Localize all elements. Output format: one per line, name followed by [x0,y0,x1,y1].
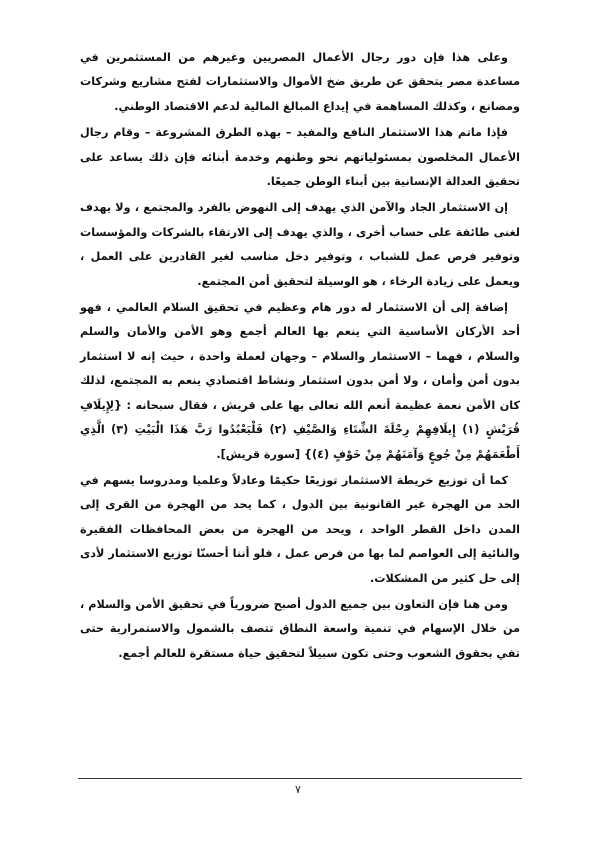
document-body [80,46,520,668]
paragraph-useful-investment: فإذا ماتم هذا الاستثمار النافع والمفيد – بهذه الطرق المشروعة – وقام رجال الأعمال المخلصون بمسئولياتهم نحو وطنهم وخدمة أبنائه فإن ذلك يساعد على تحقيق العدالة الإنسانية بين أبناء الوطن جميعًا. [80,126,520,189]
footer-divider [78,778,522,779]
paragraph-serious-investment: إن الاستثمار الجاد والآمن الذي يهدف إلى النهوض بالفرد والمجتمع ، ولا يهدف لغنى طائفة على حساب أخرى ، والذي يهدف إلى الارتقاء بالشركات والمؤسسات وتوفير فرص عمل للشباب ، وتوفير دخل مناسب لغير القادرين على العمل ، ويعمل على زيادة الرخاء ، هو الوسيلة لتحقيق أمن المجتمع. [80,201,520,288]
paragraph-investment-map: كما أن توزيع خريطة الاستثمار توزيعًا حكيمًا وعادلاً وعلميا ومدروسا يسهم في الحد من الهجرة غير القانونية بين الدول ، كما يحد من الهجرة من القرى إلى المدن داخل القطر الواحد ، ويحد من الهجرة من بعض المحافظات الفقيرة والنائية إلى العواصم لما بها من فرص عمل ، فلو أننا أحسنّا توزيع الاستثمار لأدى إلى حل كثير من المشكلات. [80,473,520,585]
paragraph-international-cooperation: ومن هنا فإن التعاون بين جميع الدول أصبح ضرورياً في تحقيق الأمن والسلام ، من خلال الإسهام في تنمية واسعة النطاق تتصف بالشمول والاستمرارية حتى تفي بحقوق الشعوب وحتى تكون سبيلاً لتحقيق حياة مستقرة للعالم أجمع. [80,597,520,660]
page-number: ٧ [295,783,301,796]
paragraph-investors-role: وعلى هذا فإن دور رجال الأعمال المصريين وغيرهم من المستثمرين في مساعدة مصر يتحقق عن طريق ضخ الأموال والاستثمارات لفتح مشاريع وشركات ومصانع ، وكذلك المساهمة في إيداع المبالغ المالية لدعم الاقتصاد الوطني. [80,51,520,113]
paragraph-world-peace: إضافة إلى أن الاستثمار له دور هام وعظيم في تحقيق السلام العالمي ، فهو أحد الأركان الأساسية التي ينعم بها العالم أجمع وهو الأمن والأمان والسلم والسلام ، فهما – الاستثمار والسلام – وجهان لعملة واحدة ، حيث إنه لا استثمار بدون أمن وأمان ، ولا أمن بدون استثمار ونشاط اقتصادي ينعم به المجتمع، لذلك كان الأمن نعمة عظيمة أنعم الله تعالى بها على قريش ، فقال سبحانه : {لِإِيلَافِ قُرَيْشٍ (١) إِيلَافِهِمْ رِحْلَةَ الشِّتَاءِ وَالصَّيْفِ (٢) فَلْيَعْبُدُوا رَبَّ هَذَا الْبَيْتِ (٣) الَّذِي أَطْعَمَهُمْ مِنْ جُوعٍ وَآمَنَهُمْ مِنْ خَوْفٍ (٤)} [سورة قريش]. [80,301,521,461]
